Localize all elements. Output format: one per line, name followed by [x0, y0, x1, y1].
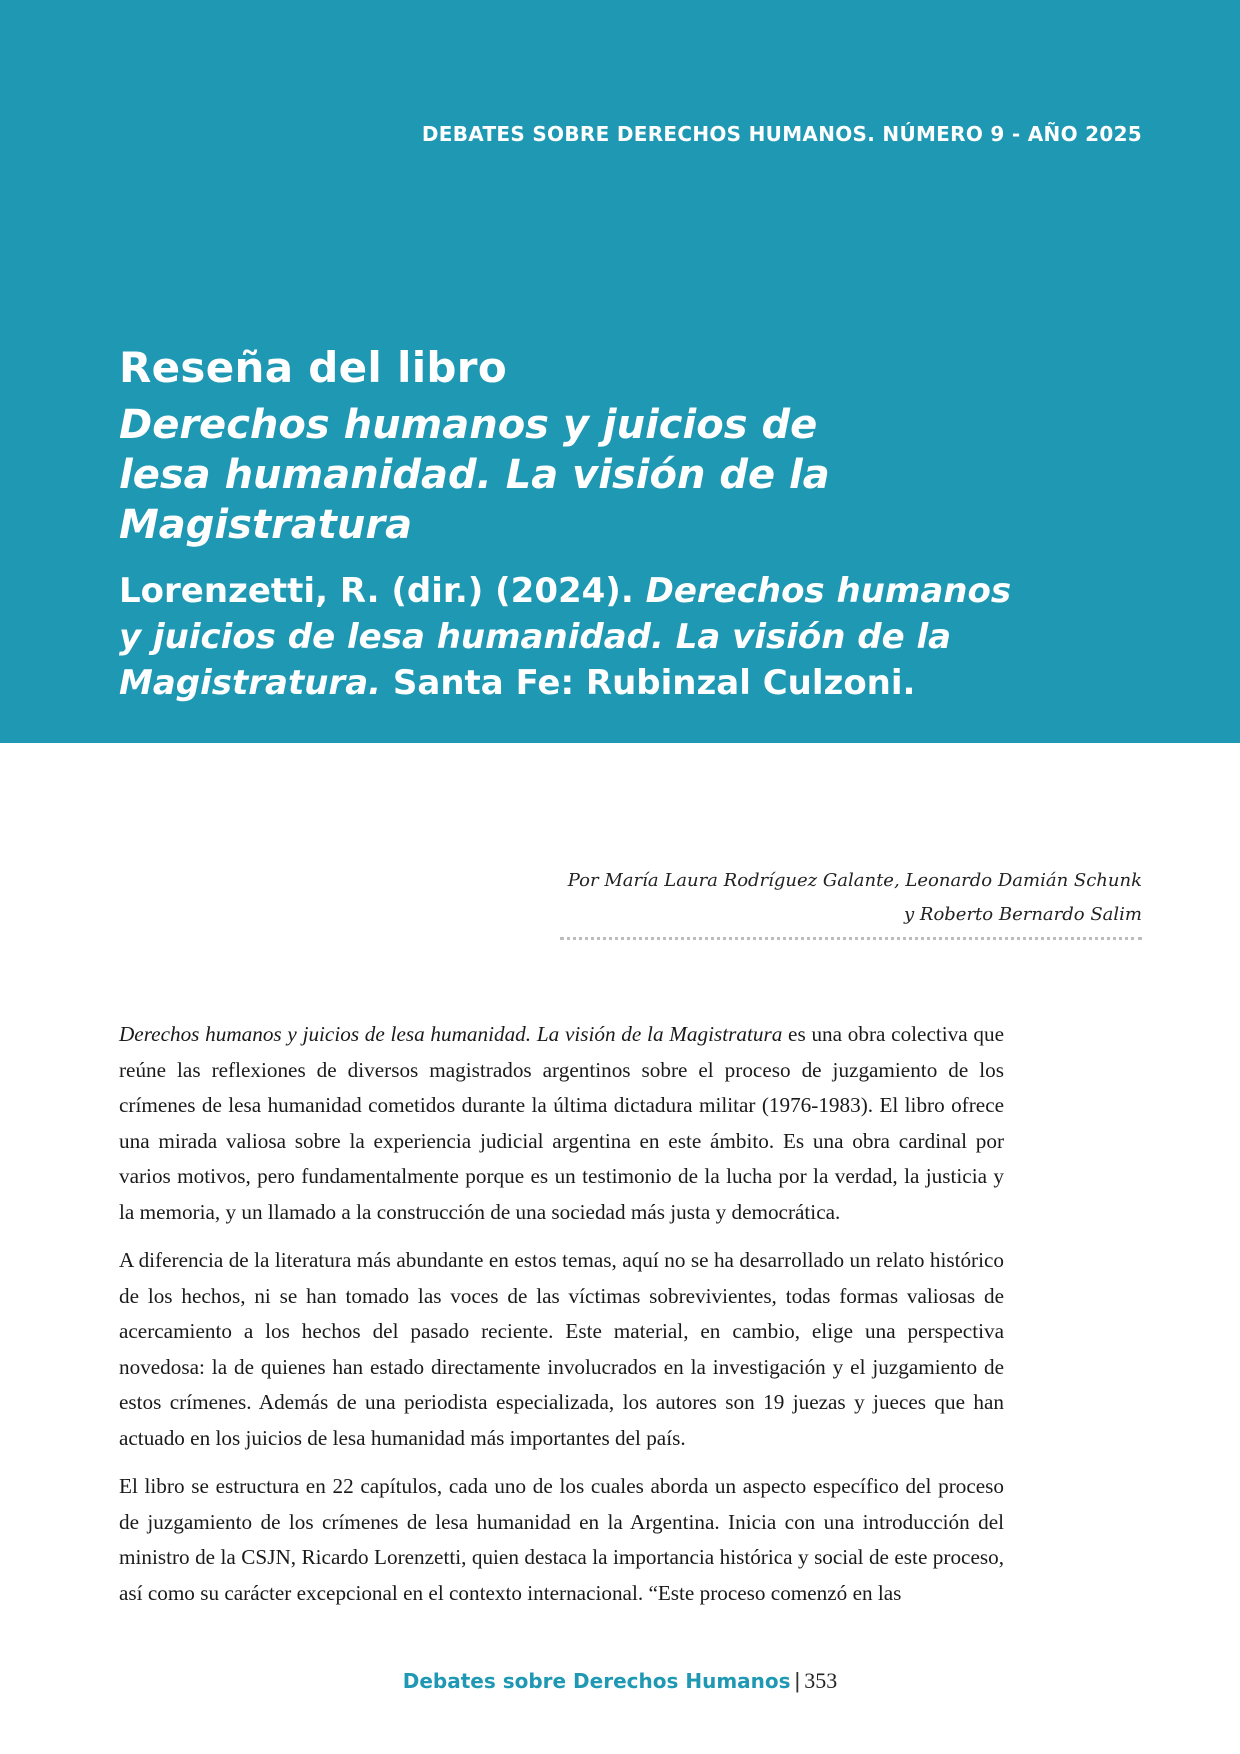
- article-body: [119, 1017, 1004, 1624]
- journal-issue-line: DEBATES SOBRE DERECHOS HUMANOS. NÚMERO 9 - AÑO 2025: [421, 122, 1142, 146]
- book-title: Derechos humanos y juicios de lesa humanidad. La visión de la Magistratura: [119, 402, 830, 548]
- paragraph-1: [119, 1017, 1004, 1230]
- dotted-divider: [560, 937, 1142, 940]
- title-block: [119, 340, 1019, 706]
- reference-author: Lorenzetti, R. (dir.) (2024).: [119, 571, 646, 611]
- byline-line-1: Por María Laura Rodríguez Galante, Leonardo Damián Schunk: [567, 870, 1142, 891]
- paragraph-2: A diferencia de la literatura más abundante en estos temas, aquí no se ha desarrollado un relato histórico de los hechos, ni se han tomado las voces de las víctimas sobrevivientes, todas formas valiosas de acercamiento a los hechos del pasado reciente. Este material, en cambio, elige una perspectiva novedosa: la de quienes han estado directamente involucrados en la investigación y el juzgamiento de estos crímenes. Además de una periodista especializada, los autores son 19 juezas y jueces que han actuado en los juicios de lesa humanidad más importantes del país.: [119, 1248, 1004, 1450]
- review-kicker: Reseña del libro: [119, 343, 507, 392]
- reference-publisher: Santa Fe: Rubinzal Culzoni.: [381, 663, 916, 703]
- book-reference: [119, 568, 1019, 706]
- footer-journal-name: Debates sobre Derechos Humanos: [402, 1669, 791, 1693]
- page-number: 353: [804, 1668, 838, 1693]
- paragraph-1-text: es una obra colectiva que reúne las reflexiones de diversos magistrados argentinos sobre el proceso de juzgamiento de los crímenes de lesa humanidad cometidos durante la última dictadura militar (1976-1983). El libro ofrece una mirada valiosa sobre la experiencia judicial argentina en este ámbito. Es una obra cardinal por varios motivos, pero fundamentalmente porque es un testimonio de la lucha por la verdad, la justicia y la memoria, y un llamado a la construcción de una sociedad más justa y democrática.: [119, 1022, 1004, 1224]
- paragraph-1-book-title: Derechos humanos y juicios de lesa humanidad. La visión de la Magistratura: [119, 1022, 783, 1046]
- author-byline: [568, 864, 1142, 932]
- footer-separator: |: [794, 1668, 801, 1693]
- page-footer: [0, 1668, 1240, 1694]
- reference-title: Derechos humanos y juicios de lesa humanidad. La visión de la Magistratura.: [119, 571, 1012, 703]
- byline-line-2: y Roberto Bernardo Salim: [904, 904, 1142, 925]
- paragraph-3: El libro se estructura en 22 capítulos, cada uno de los cuales aborda un aspecto específico del proceso de juzgamiento de los crímenes de lesa humanidad en la Argentina. Inicia con una introducción del ministro de la CSJN, Ricardo Lorenzetti, quien destaca la importancia histórica y social de este proceso, así como su carácter excepcional en el contexto internacional. “Este proceso comenzó en las: [119, 1474, 1004, 1605]
- header-band: [0, 0, 1240, 743]
